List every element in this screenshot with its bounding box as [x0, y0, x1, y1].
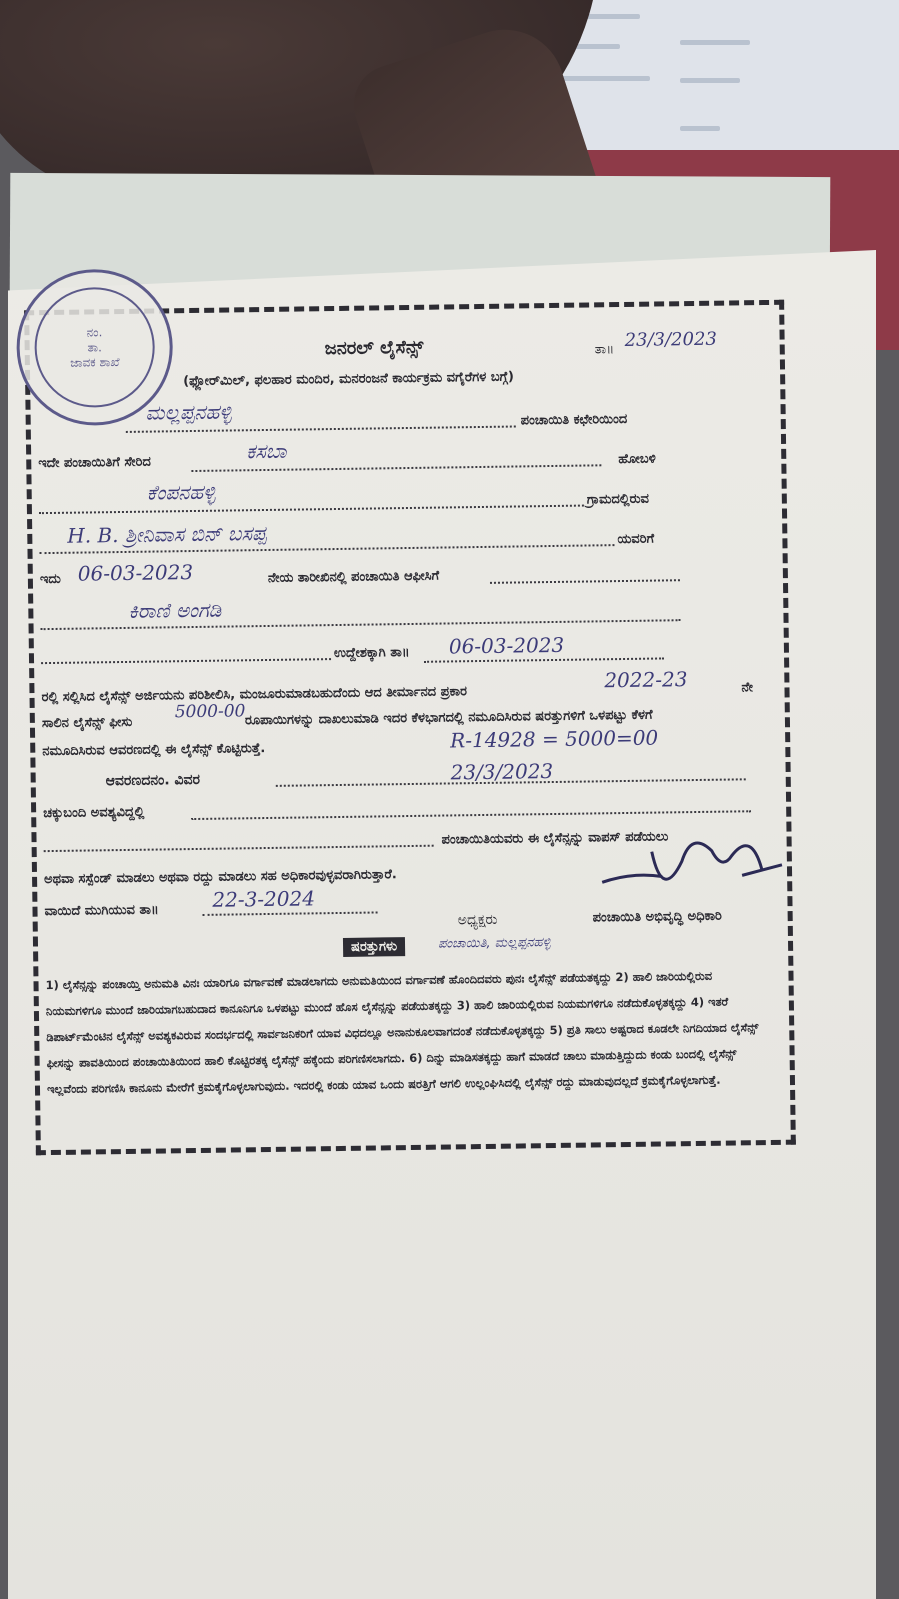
- date-label: ತಾ॥: [594, 342, 615, 358]
- panchayat-office-label: ಪಂಚಾಯಿತಿ ಕಛೇರಿಯಿಂದ: [520, 411, 628, 429]
- handwritten-receipt: R-14928 = 5000=00: [450, 725, 659, 753]
- handwritten-receipt-date: 23/3/2023: [450, 759, 554, 785]
- handwritten-person: H. B. ಶ್ರೀನಿವಾಸ ಬಿನ್ ಬಸಪ್ಪ: [67, 520, 267, 548]
- purpose-label: ಉದ್ದೇಶಕ್ಕಾಗಿ ತಾ॥: [333, 644, 410, 662]
- handwritten-purpose-date: 06-03-2023: [448, 632, 565, 659]
- stamp-line: ನಂ.: [86, 324, 103, 339]
- pdo-label: ಪಂಚಾಯಿತಿ ಅಭಿವೃದ್ಧಿ ಅಧಿಕಾರಿ: [592, 908, 722, 926]
- body-line-1-end: ನೇ: [741, 680, 754, 696]
- signature: [591, 820, 792, 913]
- license-form: [24, 300, 796, 1156]
- stamp-line: ಜಾವಕ ಶಾಖೆ: [70, 354, 120, 370]
- stamp-line: ತಾ.: [87, 339, 102, 354]
- body-line-3: ನಮೂದಿಸಿರುವ ಆವರಣದಲ್ಲಿ ಈ ಲೈಸೆನ್ಸ್ ಕೊಟ್ಟಿರುತ್ತೆ.: [42, 741, 266, 760]
- to-label: ಯವರಿಗೆ: [617, 531, 655, 548]
- body-line-2a: ಸಾಲಿನ ಲೈಸೆನ್ಸ್ ಫೀಸು: [41, 714, 133, 732]
- body-line-2b: ರೂಪಾಯಿಗಳನ್ನು ದಾಖಲುಮಾಡಿ ಇದರ ಕೆಳಭಾಗದಲ್ಲಿ ನಮೂದಿಸಿರುವ ಷರತ್ತುಗಳಿಗೆ ಒಳಪಟ್ಟು ಕೆಳಗೆ: [244, 707, 653, 729]
- handwritten-fee: 5000-00: [174, 701, 246, 723]
- date-value: 23/3/2023: [624, 328, 718, 351]
- form-title: ಜನರಲ್ ಲೈಸೆನ್ಸ್: [324, 336, 424, 360]
- boundary-label: ಚಕ್ಕುಬಂದಿ ಅವಶ್ಯವಿದ್ದಲ್ಲಿ: [43, 804, 145, 822]
- handwritten-village: ಕೆಂಪನಹಳ್ಳಿ: [146, 479, 216, 505]
- handwritten-year: 2022-23: [604, 667, 688, 693]
- body-line-1: ರಲ್ಲಿ ಸಲ್ಲಿಸಿದ ಲೈಸೆನ್ಸ್ ಅರ್ಜಿಯನು ಪರಿಶೀಲಿಸಿ, ಮಂಜೂರುಮಾಡಬಹುದೆಂದು ಆದ ತೀರ್ಮಾನದ ಪ್ರಕಾರ: [41, 684, 468, 706]
- date-prefix: ಇದು: [39, 571, 61, 588]
- same-panchayat-label: ಇದೇ ಪಂಚಾಯಿತಿಗೆ ಸೇರಿದ: [38, 454, 151, 472]
- hobli-label: ಹೋಬಳಿ: [618, 451, 656, 468]
- conditions-heading: ಷರತ್ತುಗಳು: [343, 937, 405, 957]
- president-label: ಅಧ್ಯಕ್ಷರು: [457, 911, 498, 929]
- date-suffix: ನೇಯ ತಾರೀಖಿನಲ್ಲಿ ಪಂಚಾಯಿತಿ ಆಫೀಸಿಗೆ: [267, 568, 440, 586]
- village-label: ಗ್ರಾಮದಲ್ಲಿರುವ: [586, 491, 650, 508]
- handwritten-hobli: ಕಸಬಾ: [245, 438, 287, 464]
- handwritten-application-date: 06-03-2023: [77, 560, 194, 586]
- handwritten-expiry: 22-3-2024: [212, 886, 316, 912]
- handwritten-name: ಮಲ್ಲಪ್ಪನಹಳ್ಳಿ: [145, 399, 232, 425]
- revoke-line-2: ಅಥವಾ ಸಸ್ಪೆಂಡ್ ಮಾಡಲು ಅಥವಾ ರದ್ದು ಮಾಡಲು ಸಹ ಅಧಿಕಾರವುಳ್ಳವರಾಗಿರುತ್ತಾರೆ.: [43, 867, 397, 888]
- revoke-line-1: ಪಂಚಾಯಿತಿಯವರು ಈ ಲೈಸೆನ್ಸನ್ನು ವಾಪಸ್ ಪಡೆಯಲು: [441, 829, 669, 848]
- expiry-label: ವಾಯಿದೆ ಮುಗಿಯುವ ತಾ॥: [44, 902, 159, 920]
- form-subtitle: (ಫ್ಲೋರ್‌ಮಿಲ್, ಫಲಹಾರ ಮಂದಿರ, ಮನರಂಜನೆ ಕಾರ್ಯಕ್ರಮ ವಗೈರೆಗಳ ಬಗ್ಗೆ): [183, 369, 514, 390]
- premises-label: ಆವರಣದನಂ. ವಿವರ: [105, 771, 201, 790]
- conditions-text: 1) ಲೈಸೆನ್ಸನ್ನು ಪಂಚಾಯ್ತಿ ಅನುಮತಿ ವಿನಃ ಯಾರಿಗೂ ವರ್ಗಾವಣೆ ಮಾಡಲಾಗದು ಅನುಮತಿಯಿಂದ ವರ್ಗಾವಣೆ ಹೊಂದಿದವರು ಪುನಃ ಲೈಸೆನ್ಸ್ ಪಡೆಯತಕ್ಕದ್ದು 2) ಹಾಲಿ ಜಾರಿಯಲ್ಲಿರುವ ನಿಯಮಗಳಿಗೂ ಮುಂದೆ ಜಾರಿಯಾಗಬಹುದಾದ ಕಾನೂನಿಗೂ ಒಳಪಟ್ಟು ಮುಂದೆ ಹೊಸ ಲೈಸೆನ್ಸನ್ನು ಪಡೆಯತಕ್ಕದ್ದು 3) ಹಾಲಿ ಜಾರಿಯಲ್ಲಿರುವ ನಿಯಮಗಳಿಗೂ ನಡೆದುಕೊಳ್ಳತಕ್ಕದ್ದು 4) ಇತರೆ ಡಿಪಾರ್ಟ್‌ಮೆಂಟಿನ ಲೈಸೆನ್ಸ್ ಅವಶ್ಯಕವಿರುವ ಸಂದರ್ಭದಲ್ಲಿ ಸಾರ್ವಜನಿಕರಿಗೆ ಯಾವ ವಿಧದಲ್ಲೂ ಅನಾನುಕೂಲವಾಗದಂತೆ ನಡೆದುಕೊಳ್ಳತಕ್ಕದ್ದು 5) ಪ್ರತಿ ಸಾಲು ಅಷ್ಟರಾದ ಕೂಡಲೇ ನಿಗದಿಯಾದ ಲೈಸೆನ್ಸ್ ಫೀಸನ್ನು ಪಾವತಿಯಿಂದ ಪಂಚಾಯಿತಿಯಿಂದ ಹಾಲಿ ಕೊಟ್ಟಿರತಕ್ಕ ಲೈಸೆನ್ಸ್ ಹಕ್ಕೆಂದು ಪರಿಗಣಿಸಲಾಗದು. 6) ದಿನ್ನು ಮಾಡಿಸತಕ್ಕದ್ದು ಹಾಗೆ ಮಾಡದೆ ಚಾಲು ಮಾಡುತ್ತಿದ್ದುದು ಕಂಡು ಬಂದಲ್ಲಿ ಲೈಸೆನ್ಸ್ ಇಲ್ಲವೆಂದು ಪರಿಗಣಿಸಿ ಕಾನೂನು ಮೇರೆಗೆ ಕ್ರಮಕೈಗೊಳ್ಳಲಾಗುವುದು. ಇದರಲ್ಲಿ ಕಂಡು ಯಾವ ಒಂದು ಷರತ್ತಿಗೆ ಆಗಲಿ ಉಲ್ಲಂಘಿಸಿದಲ್ಲಿ ಲೈಸೆನ್ಸ್ ರದ್ದು ಮಾಡುವುದಲ್ಲದೆ ಕ್ರಮಕೈಗೊಳ್ಳಲಾಗುತ್ತೆ.: [45, 968, 759, 1096]
- handwritten-purpose: ಕಿರಾಣಿ ಅಂಗಡಿ: [128, 597, 222, 623]
- pdo-seal-line: ಪಂಚಾಯಿತಿ, ಮಲ್ಲಪ್ಪನಹಳ್ಳಿ: [437, 935, 551, 952]
